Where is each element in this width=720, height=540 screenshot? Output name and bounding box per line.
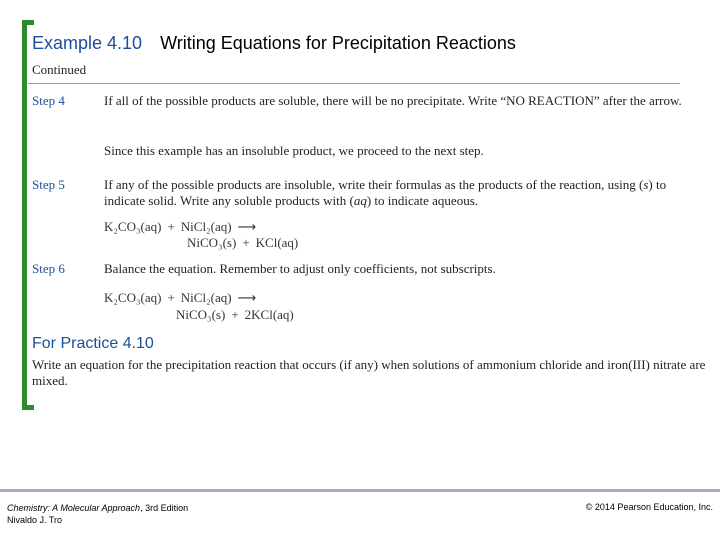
example-title: Writing Equations for Precipitation Reactions — [160, 33, 516, 53]
page-title — [32, 33, 516, 54]
step-5-label: Step 5 — [32, 177, 65, 192]
eq5-reactant-2: NiCl₂(aq) — [180, 219, 232, 234]
step-5-aq: aq — [353, 193, 367, 208]
step-5-text-part: If any of the possible products are insoluble, write their formulas as the products of the reaction, using ( — [104, 177, 644, 192]
eq6-product-2: 2KCl(aq) — [244, 307, 294, 322]
eq6-reactant-1: K₂CO₃(aq) — [104, 290, 162, 305]
footer-copyright: © 2014 Pearson Education, Inc. — [585, 502, 713, 512]
step-6-label: Step 6 — [32, 261, 65, 276]
eq6-product-1: NiCO₃(s) — [176, 307, 226, 322]
step-4-text: If all of the possible products are soluble, there will be no precipitate. Write “NO REACTION” after the arrow. — [104, 93, 682, 108]
practice-text: Write an equation for the precipitation reaction that occurs (if any) when solutions of ammonium chloride and iron(III) nitrate are mixed. — [32, 357, 706, 388]
step-5-equation-line-2 — [187, 235, 298, 251]
continued-label: Continued — [32, 62, 87, 77]
footer-author: Nivaldo J. Tro — [7, 515, 63, 525]
eq5-arrow-icon: ⟶ — [237, 220, 257, 235]
footer-edition: , 3rd Edition — [140, 503, 189, 513]
divider — [28, 83, 680, 84]
footer-divider — [0, 489, 720, 492]
practice-title: For Practice 4.10 — [32, 335, 154, 352]
step-6-equation-line-1 — [104, 290, 256, 306]
eq5-plus: + — [167, 219, 175, 234]
step-4-label: Step 4 — [32, 93, 65, 108]
example-label: Example 4.10 — [32, 33, 143, 53]
eq6-plus: + — [167, 290, 175, 305]
green-bracket-side — [22, 20, 27, 410]
green-bracket-bottom — [22, 405, 34, 410]
step-6-equation-line-2 — [176, 307, 294, 323]
eq6-reactant-2: NiCl₂(aq) — [180, 290, 232, 305]
step-5-s: s — [643, 177, 649, 192]
eq6-arrow-icon: ⟶ — [237, 291, 257, 306]
footer-citation — [7, 502, 188, 526]
step-5-text — [104, 177, 684, 209]
step-5-text-part: ) to indicate solid. Write any soluble products with ( — [104, 177, 667, 208]
step-5-text-part: ) to indicate aqueous. — [366, 193, 478, 208]
eq5-reactant-1: K₂CO₃(aq) — [104, 219, 162, 234]
step-5-equation-line-1 — [104, 219, 256, 235]
step-4-note: Since this example has an insoluble product, we proceed to the next step. — [104, 143, 484, 158]
eq6-plus-2: + — [231, 307, 239, 322]
footer-book-title: Chemistry: A Molecular Approach — [7, 503, 141, 513]
eq5-plus-2: + — [242, 235, 250, 250]
step-6-text: Balance the equation. Remember to adjust only coefficients, not subscripts. — [104, 261, 496, 276]
eq5-product-2: KCl(aq) — [255, 235, 299, 250]
eq5-product-1: NiCO₃(s) — [187, 235, 237, 250]
